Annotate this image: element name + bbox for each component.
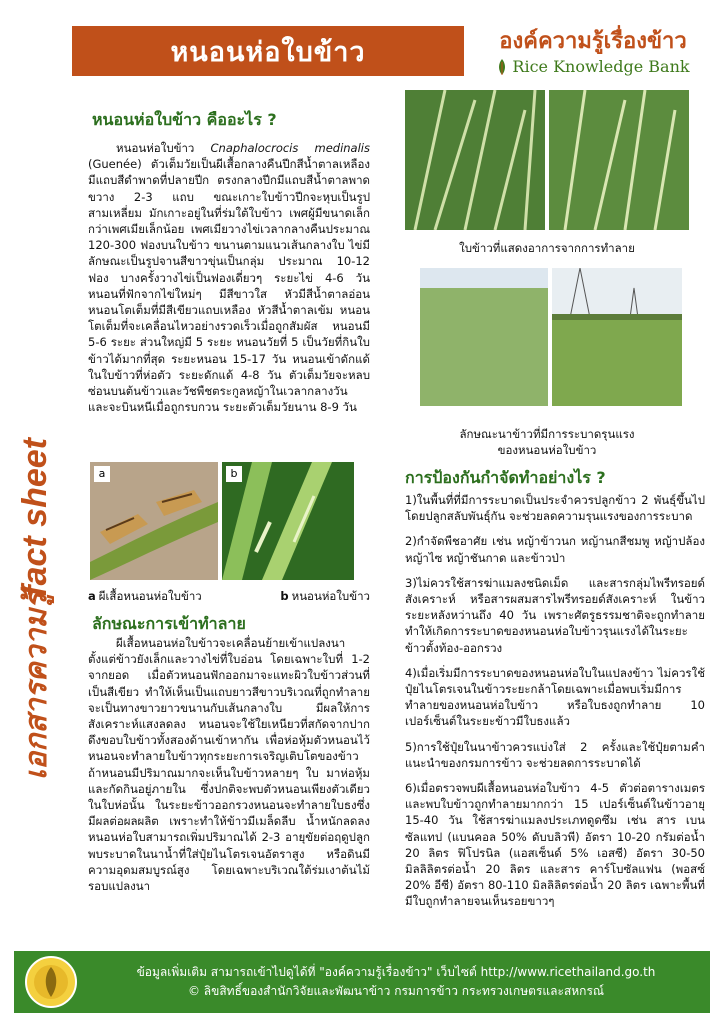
caption-a-text: ผีเสื้อหนอนห่อใบข้าว [98,589,202,603]
description-text: (Guenée) ตัวเต็มวัยเป็นผีเสื้อกลางคืนปีกสีน้ำตาลเหลืองมีแถบสีดำพาดที่ปลายปีก ตรงกลางปีกมีแถบสีน้ำตาลพาดขวาง 2-3 แถบ ขณะเกาะใบข้าวปีกจะหุบเป็นรูปสามเหลี่ยม มักเกาะอยู่ในที่ร่มใต้ใบข้าว เพศผู้มีขนาดเล็กกว่าเพศเมียเล็กน้อย เพศเมียวางไข่เวลากลางคืนประมาณ 120-300 ฟองบนใบข้าว ขนานตามแนวเส้นกลางใบ ไข่มีลักษณะเป็นรูปจานสีขาวขุ่นเป็นกลุ่ม ประมาณ 10-12 ฟอง บางครั้งวางไข่เป็นฟองเดี่ยวๆ ระยะไข่ 4-6 วัน หนอนที่ฟักจากไข่ใหม่ๆ มีสีขาวใส หัวมีสีน้ำตาลอ่อน หนอนโตเต็มที่มีสีเขียวแถบเหลือง หัวสีน้ำตาลเข้ม หนอนโตเต็มที่จะเคลื่อนไหวอย่างรวดเร็วเมื่อถูกสัมผัส หนอนมี 5-6 ระยะ ส่วนใหญ่มี 5 ระยะ หนอนวัยที่ 5 เป็นวัยที่กินใบข้าวได้มากที่สุด ระยะหนอน 15-17 วัน หนอนเข้าดักแด้ในใบข้าวที่ห่อตัว ระยะดักแด้ 4-8 วัน ตัวเต็มวัยจะหลบซ่อนบนต้นข้าวและวัชพืชตระกูลหญ้าในเวลากลางวัน และจะบินหนีเมื่อถูกรบกวน ระยะตัวเต็มวัยนาน 8-9 วัน [88,157,370,415]
control-item: 1)ในพื้นที่ที่มีการระบาดเป็นประจำควรปลูกข้าว 2 พันธุ์ขึ้นไป โดยปลูกสลับพันธุ์กัน จะช่วยลดความรุนแรงของการระบาด [405,493,705,524]
photo-label-a: a [94,466,110,482]
caption-field-line2: ของหนอนห่อใบข้าว [497,443,597,457]
control-list [405,492,705,919]
caption-field-line1: ลักษณะนาข้าวที่มีการระบาดรุนแรง [459,427,635,441]
caption-ab [88,588,370,606]
photo-damaged-leaves [405,90,689,230]
brand-block [478,28,708,78]
section-body-damage: ผีเสื้อหนอนห่อใบข้าวจะเคลื่อนย้ายเข้าแปลงนา ตั้งแต่ข้าวยังเล็กและวางไข่ที่ใบอ่อน โดยเฉพาะใบที่ 1-2 จากยอด เมื่อตัวหนอนฟักออกมาจะแทะผิวใบข้าวส่วนที่เป็นสีเขียว ทำให้เห็นเป็นแถบยาวสีขาวบริเวณที่ถูกทำลายจะเป็นทางขาวยาวขนานกับเส้นกลางใบ มีผลให้การสังเคราะห์แสงลดลง หนอนจะใช้ใยเหนียวที่สกัดจากปาก ดึงขอบใบข้าวทั้งสองด้านเข้าหากัน เพื่อห่อหุ้มตัวหนอนไว้หนอนจะทำลายใบข้าวทุกระยะการเจริญเติบโตของข้าว ถ้าหนอนมีปริมาณมากจะเห็นใบข้าวหลายๆ ใบ มาห่อหุ้มและกัดกินอยู่ภายใน ซึ่งปกติจะพบตัวหนอนเพียงตัวเดียวในใบห่อนั้น ในระยะข้าวออกรวงหนอนจะทำลายใบธงซึ่งมีผลต่อผลผลิต เพราะทำให้ข้าวมีเมล็ดลีบ น้ำหนักลดลง หนอนห่อใบสามารถเพิ่มปริมาณได้ 2-3 อายุขัยต่อฤดูปลูก พบระบาดในนาน้ำที่ใส่ปุ๋ยไนโตรเจนอัตราสูง หรือดินมีความอุดมสมบูรณ์สูง โดยเฉพาะบริเวณใต้ร่มเงาต้นไม้ รอบแปลงนา [88,636,370,894]
caption-a [88,588,202,606]
brand-thai-name: องค์ความรู้เรื่องข้าว [499,29,687,54]
control-item: 3)ไม่ควรใช้สารฆ่าแมลงชนิดเม็ด และสารกลุ่มไพรีทรอยด์สังเคราะห์ หรือสารผสมสารไพรีทรอยด์สังเคราะห์ ในข้าวระยะหลังหว่านถึง 40 วัน เพราะศัตรูธรรมชาติจะถูกทำลาย ทำให้เกิดการระบาดของหนอนห่อใบข้าวรุนแรงได้ในระยะข้าวตั้งท้อง-ออกรวง [405,575,705,655]
side-title-fact-sheet: fact sheet [16,438,54,597]
caption-b-text: หนอนห่อใบข้าว [291,589,370,603]
scientific-name: Cnaphalocrocis medinalis [210,141,370,155]
page-title: หนอนห่อใบข้าว [72,26,464,76]
intro-text: หนอนห่อใบข้าว [116,141,195,155]
footer-line2: © ลิขสิทธิ์ของสำนักวิจัยและพัฒนาข้าว กรมการข้าว กระทรวงเกษตรและสหกรณ์ [187,984,605,998]
section-heading-damage: ลักษณะการเข้าทำลาย [92,614,246,633]
caption-infested-field [405,426,689,458]
footer-line1: ข้อมูลเพิ่มเติม สามารถเข้าไปดูได้ที่ "องค์ความรู้เรื่องข้าว" เว็บไซต์ http://www.ricethailand.go.th [136,965,656,979]
caption-b-letter: b [280,589,289,603]
control-item: 2)กำจัดพืชอาศัย เช่น หญ้าข้าวนก หญ้านกสีชมพู หญ้าปล้อง หญ้าไซ หญ้าชันกาด และข้าวป่า [405,534,705,565]
rice-department-logo-icon [24,955,78,1009]
control-item: 4)เมื่อเริ่มมีการระบาดของหนอนห่อใบในแปลงข้าว ไม่ควรใช้ปุ๋ยไนโตรเจนในข้าวระยะกล้าโดยเฉพาะเมื่อพบเริ่มมีการทำลายของหนอนห่อใบข้าว หรือใบธงถูกทำลาย 10 เปอร์เซ็นต์ในระยะข้าวมีใบธงแล้ว [405,665,705,729]
side-title-thai: เอกสารความรู้ [19,592,54,780]
caption-b [280,588,370,606]
photo-infested-field [420,268,682,406]
side-title [8,224,54,784]
brand-english-name: Rice Knowledge Bank [512,57,690,76]
rice-leaf-icon [496,58,508,76]
section-heading-control: การป้องกันกำจัดทำอย่างไร ? [405,468,606,487]
caption-a-letter: a [88,589,96,603]
photo-larva [222,462,354,580]
photo-moth [90,462,218,580]
caption-damaged-leaves: ใบข้าวที่แสดงอาการจากการทำลาย [459,241,635,255]
footer [14,951,710,1013]
section-heading-what-is: หนอนห่อใบข้าว คืออะไร ? [92,110,277,129]
control-item: 5)การใช้ปุ๋ยในนาข้าวควรแบ่งใส่ 2 ครั้งและใช้ปุ๋ยตามคำแนะนำของกรมการข้าว จะช่วยลดการระบาดได้ [405,739,705,770]
section-body-what-is [88,140,370,415]
photo-label-b: b [226,466,242,482]
control-item: 6)เมื่อตรวจพบผีเสื้อหนอนห่อใบข้าว 4-5 ตัวต่อตารางเมตร และพบใบข้าวถูกทำลายมากกว่า 15 เปอร์เซ็นต์ในข้าวอายุ 15-40 วัน ใช้สารฆ่าแมลงประเภทดูดซึม เช่น สาร เบนซัลแทป (แบนคอล 50% ดับบลิวพี) อัตรา 10-20 กรัมต่อน้ำ 20 ลิตร ฟิโปรนิล (แอสเซ็นด์ 5% เอสซี) อัตรา 30-50 มิลลิลิตรต่อน้ำ 20 ลิตร และสาร คาร์โบซัลแฟน (พอสซ์ 20% อีซี) อัตรา 80-110 มิลลิลิตรต่อน้ำ 20 ลิตร เฉพาะพื้นที่มีใบถูกทำลายจนเห็นรอยขาวๆ [405,781,705,909]
footer-text [90,963,702,1001]
brand-english-row [478,56,708,78]
